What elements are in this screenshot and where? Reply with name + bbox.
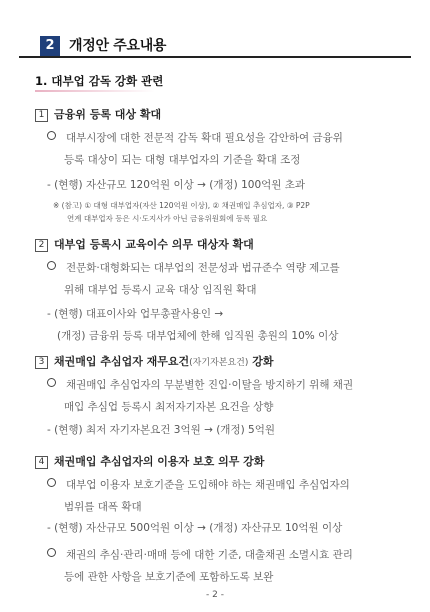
item-2-bullet — [47, 257, 417, 301]
box-number: 1 — [35, 109, 48, 122]
page-number: - 2 - — [206, 590, 224, 600]
item-3-heading — [35, 353, 273, 369]
item-1-bullet-line-2: 등록 대상이 되는 대형 대부업자의 기준을 확대 조정 — [64, 154, 301, 166]
item-3-title-note: (자기자본요건) — [189, 358, 249, 368]
item-4-dash: - (현행) 자산규모 500억원 이상 → (개정) 자산규모 10억원 이상 — [47, 522, 343, 534]
item-3-title: 채권매입 추심업자 재무요건 — [54, 355, 190, 368]
item-1-note — [53, 199, 413, 225]
item-4-bullet-1 — [47, 474, 417, 518]
box-number: 4 — [35, 456, 48, 469]
box-number: 3 — [35, 356, 48, 369]
item-2-dash-line-1: - (현행) 대표이사와 업무총괄사용인 → — [47, 308, 224, 320]
section-header — [19, 33, 411, 58]
item-1-title: 금융위 등록 대상 확대 — [54, 108, 162, 121]
item-3-bullet — [47, 374, 417, 418]
item-4-bullet-2 — [47, 544, 417, 588]
note-line-1: ※ (참고) ① 대형 대부업자(자산 120억원 이상), ② 채권매입 추심업자, ③ P2P — [53, 201, 310, 210]
item-4-title: 채권매입 추심업자의 이용자 보호 의무 강화 — [54, 455, 265, 468]
item-2-dash — [47, 303, 417, 347]
note-line-2: 연계 대부업자 등은 시·도지사가 아닌 금융위원회에 등록 필요 — [67, 214, 268, 223]
item-4-heading — [35, 453, 264, 469]
item-1-bullet — [47, 127, 417, 171]
item-3-bullet-line-1: 채권매입 추심업자의 무분별한 진입·이탈을 방지하기 위해 채권 — [66, 379, 354, 391]
item-3-dash: - (현행) 최저 자기자본요건 3억원 → (개정) 5억원 — [47, 424, 275, 436]
item-1-bullet-line-1: 대부시장에 대한 전문적 감독 확대 필요성을 감안하여 금융위 — [66, 132, 343, 144]
circle-bullet-icon — [47, 478, 56, 487]
circle-bullet-icon — [47, 261, 56, 270]
item-1-heading — [35, 106, 161, 122]
item-4-bullet-2-line-1: 채권의 추심·관리·매매 등에 대한 기준, 대출채권 소멸시효 관리 — [66, 549, 353, 561]
item-3-title-end: 강화 — [248, 355, 274, 368]
item-1-dash: - (현행) 자산규모 120억원 이상 → (개정) 100억원 초과 — [47, 179, 306, 191]
item-3-bullet-line-2: 매입 추심업 등록시 최저자기자본 요건을 상향 — [64, 401, 274, 413]
item-4-bullet-2-line-2: 등에 관한 사항을 보호기준에 포함하도록 보완 — [64, 571, 274, 583]
circle-bullet-icon — [47, 131, 56, 140]
item-2-bullet-line-2: 위해 대부업 등록시 교육 대상 임직원 확대 — [64, 284, 257, 296]
circle-bullet-icon — [47, 548, 56, 557]
item-2-heading — [35, 236, 254, 252]
circle-bullet-icon — [47, 378, 56, 387]
section-title: 개정안 주요내용 — [69, 38, 167, 54]
heading-highlight — [35, 90, 155, 92]
section-number-badge: 2 — [40, 36, 60, 56]
item-4-bullet-1-line-1: 대부업 이용자 보호기준을 도입해야 하는 채권매입 추심업자의 — [66, 479, 350, 491]
item-2-title: 대부업 등록시 교육이수 의무 대상자 확대 — [54, 238, 254, 251]
subsection-heading: 1. 대부업 감독 강화 관련 — [35, 74, 164, 88]
item-4-bullet-1-line-2: 범위를 대폭 확대 — [64, 501, 142, 513]
item-2-bullet-line-1: 전문화·대형화되는 대부업의 전문성과 법규준수 역량 제고를 — [66, 262, 340, 274]
box-number: 2 — [35, 239, 48, 252]
item-2-dash-line-2: (개정) 금융위 등록 대부업체에 한해 임직원 총원의 10% 이상 — [57, 330, 339, 342]
